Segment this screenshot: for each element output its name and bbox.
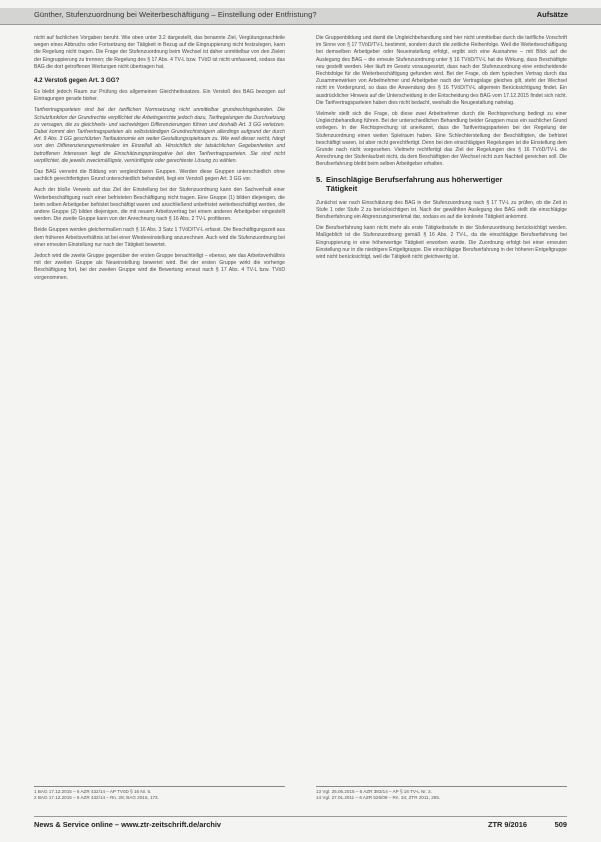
right-column [316, 35, 567, 265]
page-footer [34, 816, 567, 833]
paragraph: Zunächst war nach Einschätzung des BAG in der Stufenzuordnung nach § 17 TV-L zu prüfen, ob die Zeit in Stufe 1 oder Stufe 2 zu berücksichtigen ist. Nach der gewählten Auslegung des BAG stellt die einschlägige Berufserfahrung ein Abgrenzungsmerkmal dar, sodass es auf die konkrete Tätigkeit ankommt. [316, 199, 567, 221]
journal-issue: ZTR 9/2016 [487, 820, 527, 829]
section-label: Aufsätze [536, 10, 568, 19]
section-heading-4-2: 4.2 Verstoß gegen Art. 3 GG? [34, 77, 120, 85]
footnotes-left [34, 786, 285, 802]
footnote: 13 Vgl. 25.06.2015 – 6 AZR 383/14 – AP § 16 TV-L Nr. 3. [316, 789, 432, 794]
running-header [0, 8, 601, 25]
paragraph: Jedoch wird die zweite Gruppe gegenüber der ersten Gruppe benachteiligt – ebenso, wie das Arbeitsverhältnis mit der zweiten Gruppe als Neueinstellung bewertet wird. Bei der ersten Gruppe wirkt die vorherige Beschäftigung fort, bei der zweiten Gruppe wird die Bewertung erneut nach § 17 Abs. 4 TV-L bzw. TVöD vorgenommen. [34, 253, 285, 281]
section-title-line-1: Einschlägige Berufserfahrung aus höherwertiger [326, 174, 503, 184]
footnote: 1 BAG 17.12.2015 – 6 AZR 432/14 – AP TVöD § 16 Nr. 5. [34, 789, 152, 794]
section-number: 5. [316, 174, 323, 184]
footnotes-right [316, 786, 567, 802]
page-number: 509 [554, 820, 567, 829]
footer-website-link[interactable]: News & Service online – www.ztr-zeitschrift.de/archiv [34, 820, 222, 829]
footnote: 2 BAG 17.12.2015 – 6 AZR 432/14 – Rn. 28; BAG 2016, 173. [34, 795, 159, 801]
quoted-paragraph: Tarifvertragsparteien sind bei der tariflichen Normsetzung nicht unmittelbar grundrechtsgebunden. Die Schutzfunktion der Grundrechte verpflichtet die Arbeitsgerichte jedoch dazu, Tarifregelungen die Durchsetzung zu versagen, die zu gleichheits- und sachwidrigen Differenzierungen führen und deshalb Art. 3 GG verletzen. Dabei kommt den Tarifvertragsparteien als selbstständigen Grundrechtsträgern allerdings aufgrund der durch Art. 9 Abs. 3 GG geschützten Tarifautonomie ein weiter Gestaltungsspielraum zu. Wie weit dieser reicht, hängt von den Differenzierungsmerkmalen im Einzelfall ab. Hinsichtlich der tatsächlichen Gegebenheiten und betroffenen Interessen liegt die Einschätzungsprärogative bei den Tarifvertragsparteien. Sie sind nicht verpflichtet, die jeweils zweckmäßigste, vernünftigste oder gerechteste Lösung zu wählen. [34, 107, 285, 164]
paragraph: Beide Gruppen werden gleichermaßen nach § 16 Abs. 3 Satz 1 TVöD/TV-L erfasst. Die Beschäftigungszeit aus dem früheren Arbeitsverhältnis ist bei einer Wiedereinstellung anzurechnen. Auch wird die Stufenzuordnung bei einer erneuten Einstellung nur nach der Tätigkeit bewertet. [34, 227, 285, 248]
paragraph: nicht auf fachlichen Vorgaben beruht. Wie oben unter 3.2 dargestellt, das benannte Ziel, Vergütungsnachteile wegen eines Abbruchs oder Fortsetzung der Tätigkeit in Bezug auf die Eingruppierung nicht festzulegen, kann die Regelung nicht tragen. Die Frage der Stufenzuordnung beim Wechsel ist daher unmittelbar von den Zielen der Eingruppierung zu trennen; die Regelung des § 17 Abs. 4 TV-L bzw. TVöD ist nicht umfassend, sodass das BAG die dort getroffenen Wertungen nicht übertragen hat. [34, 35, 285, 70]
running-title: Günther, Stufenzuordnung bei Weiterbeschäftigung – Einstellung oder Entfristung? [34, 10, 317, 19]
section-title-line-2: Tätigkeit [326, 184, 358, 194]
footnote: 14 Vgl. 27.01.2011 – 6 AZR 526/09 – Rn. 34; ZTR 2011, 265. [316, 795, 441, 801]
section-heading-5 [316, 175, 567, 194]
paragraph: Vielmehr stellt sich die Frage, ob diese zwei Arbeitnehmer durch die Rechtsprechung bedingt zu einer Ungleichbehandlung führen. Bei der unterschiedlichen Behandlung beider Gruppen muss ein sachlicher Grund vorliegen. In der Rechtsprechung ist anerkannt, dass die Tarifvertragsparteien bei der Regelung der Stufenzuordnung einen weiten Spielraum haben. Eine Schlechterstellung der Beschäftigten, die befristet beschäftigt waren, ist aber nicht gerechtfertigt. Denn bei den einschlägigen Regelungen ist die Einstellung dem Grunde nach nicht vorgesehen. Vielmehr rechtfertigt das Ziel der Regelungen des § 16 TVöD/TV-L die Anrechnung der Stufenlaufzeit nicht, da dem Beschäftigten der Wechsel nicht zum Nachteil gereichen soll. Die Berufserfahrung bleibt beim selben Arbeitgeber erhalten. [316, 111, 567, 168]
paragraph: Das BAG verneint die Bildung von vergleichbaren Gruppen. Werden diese Gruppen unterschiedlich ohne sachlich gerechtfertigten Grund unterschiedlich behandelt, liegt ein Verstoß gegen Art. 3 GG vor. [34, 169, 285, 183]
paragraph: Auch der bloße Verweis auf das Ziel der Einstellung bei der Stufenzuordnung kann den Sachverhalt einer Weiterbeschäftigung nach einer befristeten Beschäftigung nicht tragen. Eine Gruppe (1) bilden diejenigen, die beim selben Arbeitgeber befristet beschäftigt waren und anschließend unbefristet weiterbeschäftigt werden, die andere Gruppe (2) bilden diejenigen, die mit neuem Arbeitsvertrag bei einem anderen Arbeitgeber eingestellt werden. Die zweite Gruppe kann von der Anrechnung nach § 16 Abs. 2 TV-L profitieren. [34, 187, 285, 223]
paragraph: Die Gruppenbildung und damit die Ungleichbehandlung sind hier nicht unmittelbar durch die tarifliche Vorschrift im Sinne von § 17 TVöD/TV-L bestimmt, sondern durch die zeitliche Reihenfolge. Weil die Weiterbeschäftigung bei demselben Arbeitgeber oder Neueinstellung erfolgt, ergibt sich eine Ausnahme – mit Blick auf die Auslegung des BAG – die erneute Stufenzuordnung unter § 16 TVöD/TV-L hat die Wirkung, dass Beschäftigte neu gestellt werden. Hier läuft im Gesetz vorausgesetzt, dass nach der Stufenzuordnung eine entscheidende Rechtsfolge für die Weiterbeschäftigung gefunden wird. Bei der Frage, ob dem typischen Vertrag durch das Zusammenwirken von Arbeitnehmer und Arbeitgeber nach der Vertragslage gleiches gilt, steht der Wechsel nicht im Vordergrund, so dass die Anwendung des § 16 TVöD/TV-L allgemein Berücksichtigung findet. Ein ausdrücklicher Hinweis auf die Unterscheidung in der Entscheidung des BAG vom 17.12.2015 findet sich nicht. Die Tarifvertragsparteien haben dies nicht bedacht, weshalb die Neugestaltung nahelag. [316, 35, 567, 106]
paragraph: Die Berufserfahrung kann nicht mehr als erste Tätigkeitsstufe in der Stufenzuordnung berücksichtigt werden. Maßgeblich ist die Stufenzuordnung gemäß § 16 Abs. 2 TV-L, da die einschlägige Berufserfahrung bei Eingruppierung in eine höherwertige Tätigkeit erworben wurde. Die Zuordnung erfolgt bei einer erneuten Einstellung nur in die niedrigere Entgeltgruppe. Die einschlägige Berufserfahrung in der höheren Entgeltgruppe wird nicht berücksichtigt, weil die Tätigkeit nicht gleichwertig ist. [316, 225, 567, 261]
paragraph: Es bleibt jedoch Raum zur Prüfung des allgemeinen Gleichheitssatzes. Ein Verstoß des BAG bezogen auf Eintragungen gerade bisher. [34, 89, 285, 103]
left-column [34, 35, 285, 286]
